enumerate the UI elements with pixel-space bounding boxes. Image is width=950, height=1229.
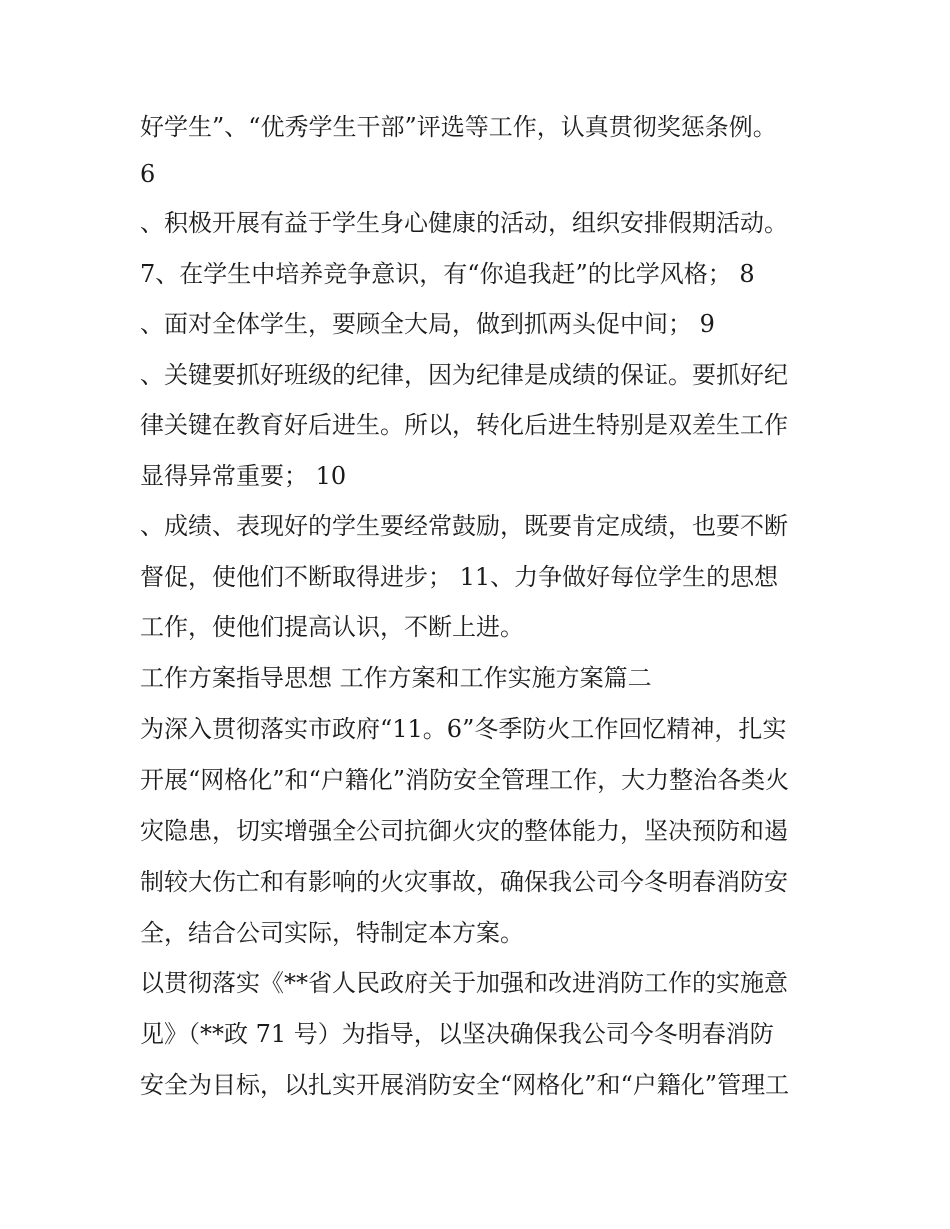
text-line: 、关键要抓好班级的纪律，因为纪律是成绩的保证。要抓好纪 bbox=[140, 361, 788, 389]
text-line: 、积极开展有益于学生身心健康的活动，组织安排假期活动。 bbox=[140, 209, 788, 237]
text-line: 好学生”、“优秀学生干部”评选等工作，认真贯彻奖惩条例。 bbox=[140, 113, 777, 141]
text-line: 全，结合公司实际，特制定本方案。 bbox=[140, 919, 524, 947]
text-line: 督促，使他们不断取得进步； 11、力争做好每位学生的思想 bbox=[140, 563, 779, 591]
text-line: 、成绩、表现好的学生要经常鼓励，既要肯定成绩，也要不断 bbox=[140, 512, 788, 540]
section-heading: 工作方案指导思想 工作方案和工作实施方案篇二 bbox=[140, 664, 652, 692]
text-line: 7、在学生中培养竞争意识，有“你追我赶”的比学风格； 8 bbox=[140, 260, 755, 288]
text-line: 、面对全体学生，要顾全大局，做到抓两头促中间； 9 bbox=[140, 310, 715, 338]
text-line: 灾隐患，切实增强全公司抗御火灾的整体能力，坚决预防和遏 bbox=[140, 817, 788, 845]
text-line: 工作，使他们提高认识，不断上进。 bbox=[140, 613, 524, 641]
text-line: 为深入贯彻落实市政府“11。6”冬季防火工作回忆精神，扎实 bbox=[140, 715, 787, 743]
text-line: 6 bbox=[140, 160, 156, 188]
text-line: 律关键在教育好后进生。所以，转化后进生特别是双差生工作 bbox=[140, 411, 788, 439]
text-line: 安全为目标，以扎实开展消防安全“网格化”和“户籍化”管理工 bbox=[140, 1071, 790, 1099]
text-line: 显得异常重要； 10 bbox=[140, 462, 347, 490]
text-line: 见》（**政 71 号）为指导，以坚决确保我公司今冬明春消防 bbox=[140, 1020, 774, 1048]
text-line: 以贯彻落实《**省人民政府关于加强和改进消防工作的实施意 bbox=[140, 969, 788, 997]
text-line: 开展“网格化”和“户籍化”消防安全管理工作，大力整治各类火 bbox=[140, 766, 790, 794]
text-line: 制较大伤亡和有影响的火灾事故，确保我公司今冬明春消防安 bbox=[140, 868, 788, 896]
